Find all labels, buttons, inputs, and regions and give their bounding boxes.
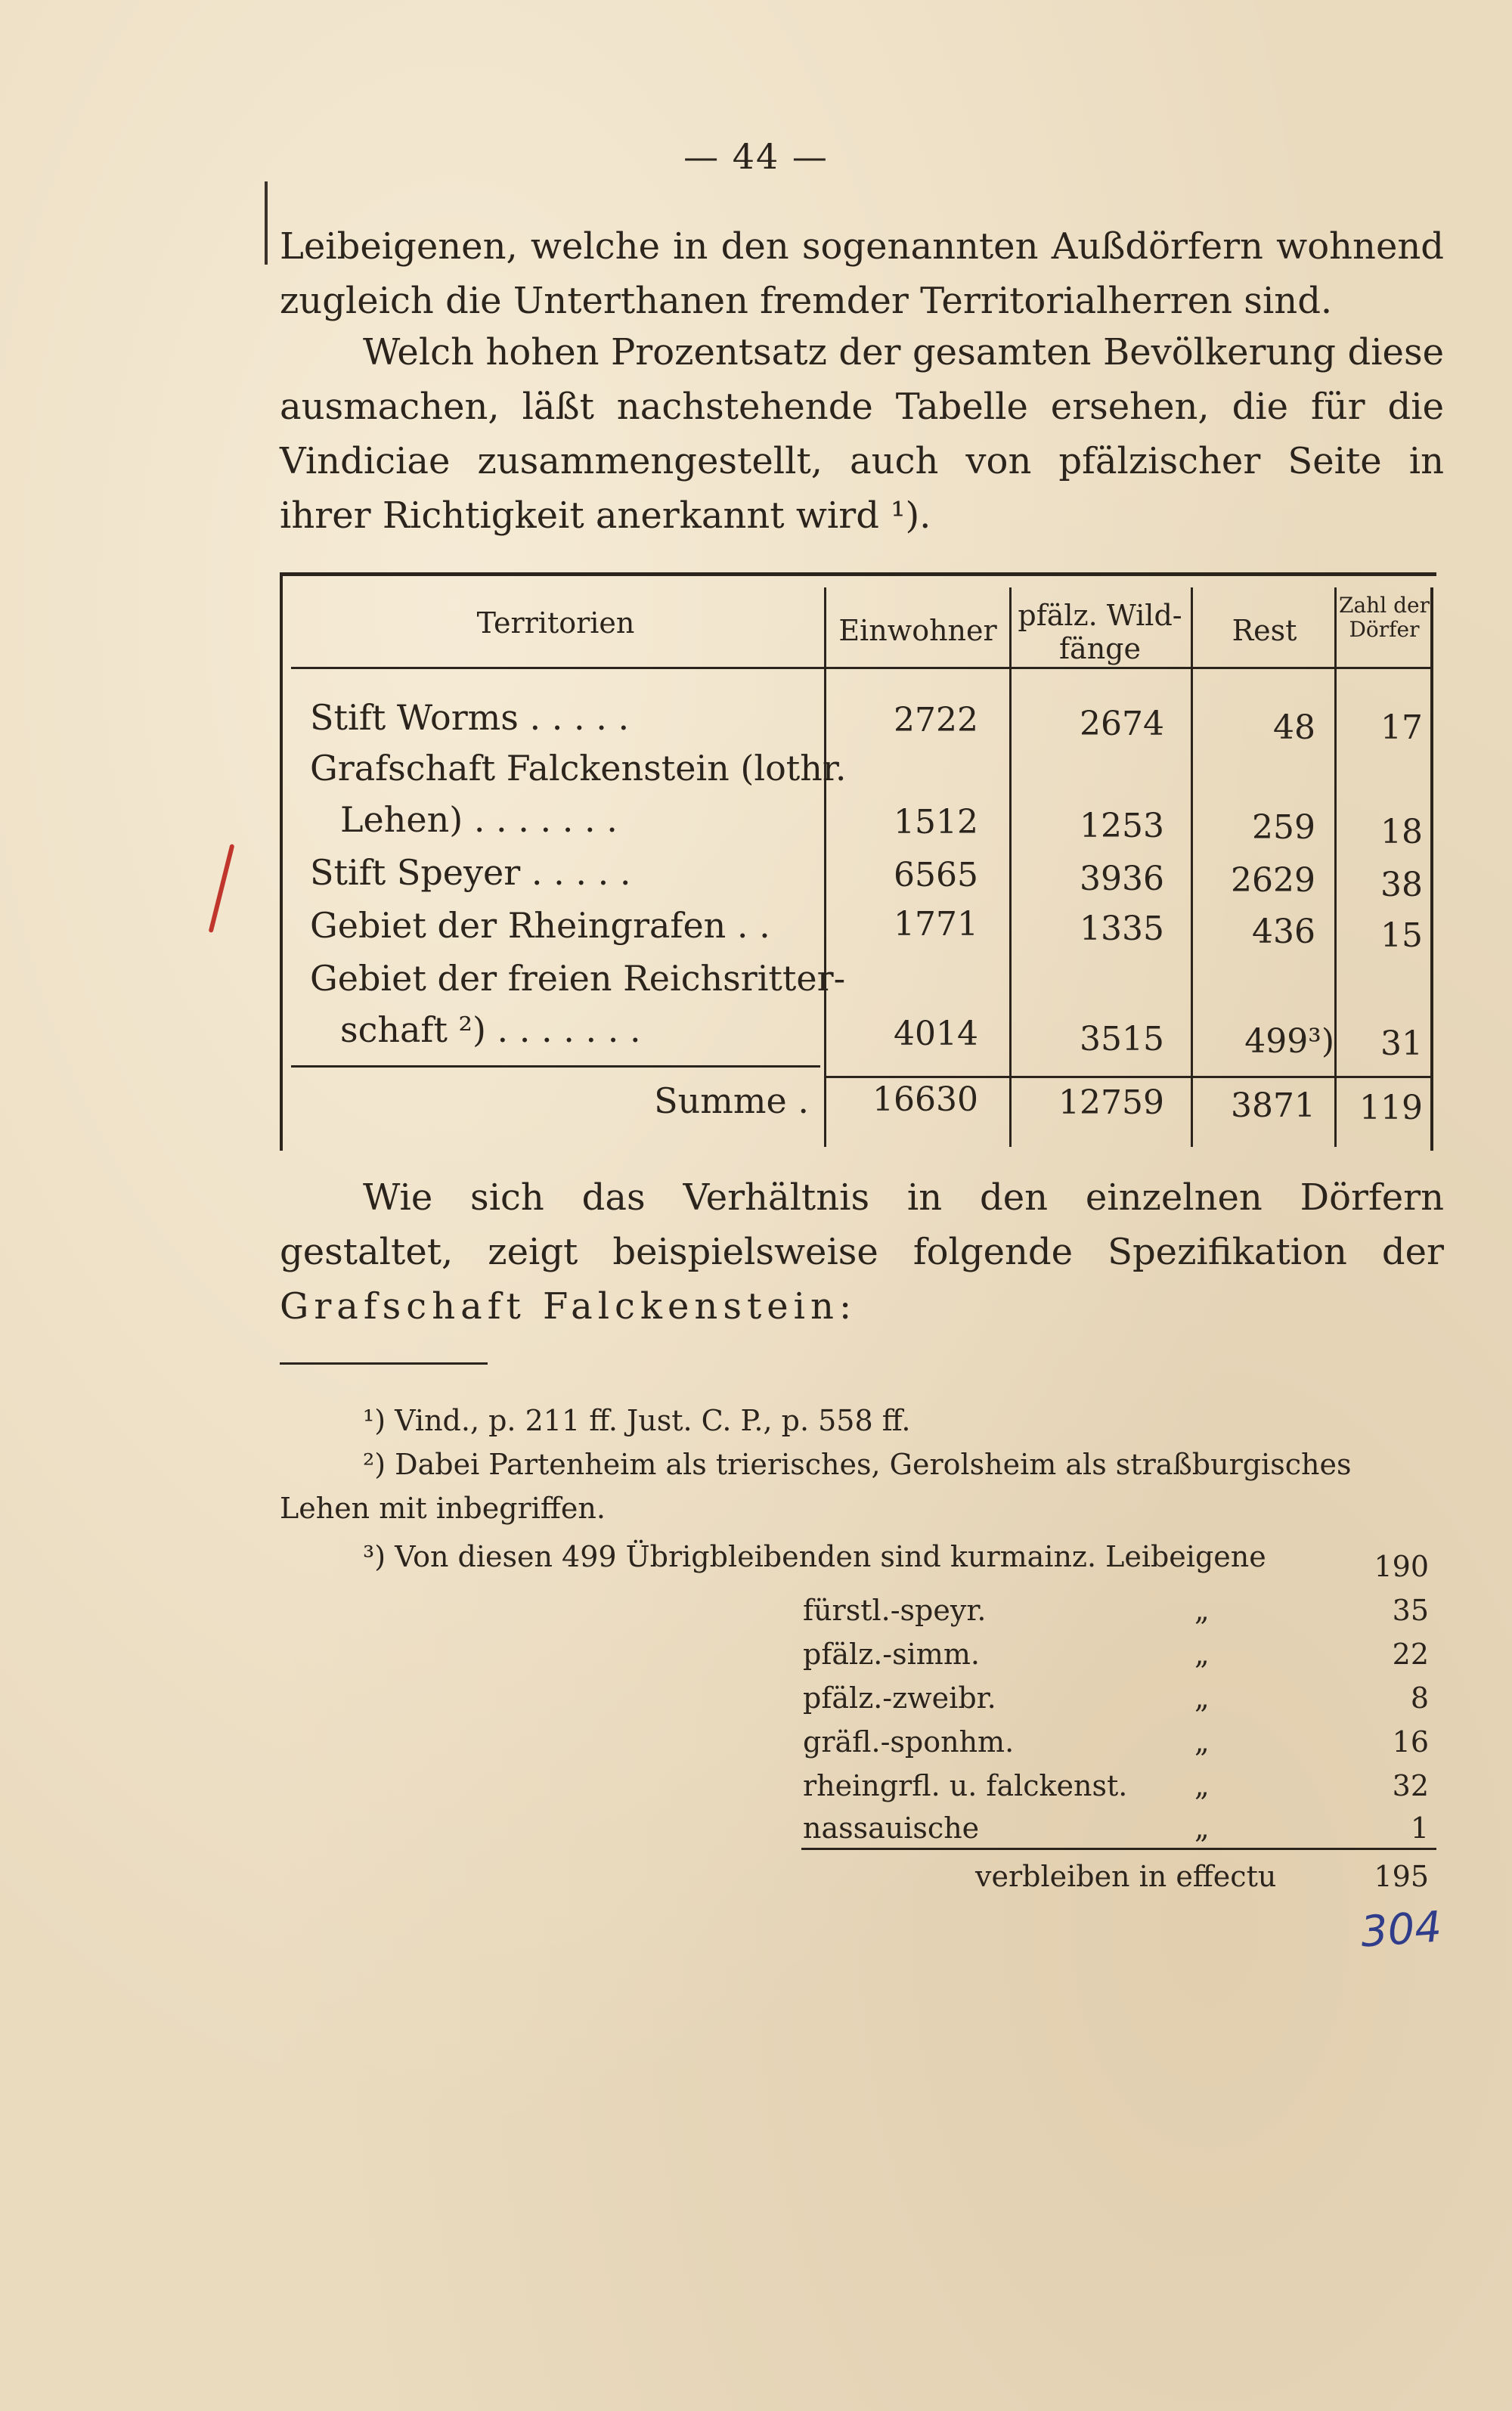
red-pencil-mark bbox=[209, 844, 235, 933]
header-wildfaenge: pfälz. Wild-fänge bbox=[1018, 599, 1182, 665]
summe-rule-values bbox=[824, 1076, 1433, 1078]
handwritten-note: 304 bbox=[1359, 1902, 1444, 1957]
cell-einwohner: 4014 bbox=[894, 1015, 978, 1053]
cell-rest: 499³) bbox=[1244, 1022, 1334, 1061]
ditto-mark: „ bbox=[1194, 1769, 1210, 1802]
header-territorien: Territorien bbox=[476, 606, 635, 640]
cell-einwohner: 2722 bbox=[894, 701, 978, 739]
margin-mark bbox=[265, 181, 268, 265]
cell-einwohner: 1771 bbox=[894, 905, 978, 944]
footnote-3-item-label: nassauische bbox=[803, 1811, 980, 1845]
summe-rule-label bbox=[291, 1065, 820, 1068]
table-left-rule bbox=[280, 572, 283, 1151]
footnote-3-item-value: 35 bbox=[1392, 1594, 1429, 1627]
population-table bbox=[280, 572, 1436, 1170]
header-einwohner: Einwohner bbox=[838, 614, 997, 647]
summe-label: Summe . bbox=[654, 1080, 809, 1121]
footnote-3-item-label: rheingrfl. u. falckenst. bbox=[803, 1769, 1128, 1802]
row-name: Stift Worms . . . . . bbox=[310, 697, 630, 738]
cell-rest: 436 bbox=[1252, 913, 1315, 951]
paragraph-3-emphasis: Grafschaft Falckenstein bbox=[280, 1285, 839, 1328]
footnote-3-first-value: 190 bbox=[1374, 1550, 1429, 1583]
footnote-3-total-value: 195 bbox=[1374, 1860, 1429, 1893]
cell-rest: 48 bbox=[1273, 708, 1315, 747]
ditto-mark: „ bbox=[1194, 1638, 1210, 1671]
footnote-rule bbox=[280, 1362, 488, 1365]
footnote-3-item-label: pfälz.-simm. bbox=[803, 1638, 980, 1671]
cell-rest: 259 bbox=[1252, 808, 1315, 847]
summe-rest: 3871 bbox=[1231, 1086, 1315, 1125]
page-number: — 44 — bbox=[683, 136, 829, 177]
table-right-rule bbox=[1430, 587, 1433, 1151]
cell-doerfer: 38 bbox=[1380, 866, 1423, 904]
row-name-continued: schaft ²) . . . . . . . bbox=[340, 1009, 641, 1050]
header-rest: Rest bbox=[1232, 614, 1297, 647]
header-rule bbox=[291, 667, 1433, 669]
summe-wildfaenge: 12759 bbox=[1058, 1083, 1164, 1122]
cell-doerfer: 15 bbox=[1380, 916, 1423, 955]
footnote-3-item-value: 1 bbox=[1410, 1811, 1429, 1845]
cell-doerfer: 17 bbox=[1380, 708, 1423, 747]
summe-doerfer: 119 bbox=[1359, 1089, 1423, 1127]
footnote-3-item-label: pfälz.-zweibr. bbox=[803, 1681, 996, 1715]
cell-wildfaenge: 3936 bbox=[1080, 860, 1164, 898]
paragraph-3-text: Wie sich das Verhältnis in den einzelnen Dörfern gestaltet, zeigt beispielsweise folgende Spezifikation der bbox=[280, 1176, 1444, 1273]
cell-wildfaenge: 1335 bbox=[1080, 910, 1164, 948]
row-name: Gebiet der freien Reichsritter- bbox=[310, 958, 846, 999]
footnote-3-item-label: gräfl.-sponhm. bbox=[803, 1725, 1015, 1759]
header-doerfer: Zahl der Dörfer bbox=[1339, 593, 1430, 642]
cell-wildfaenge: 3515 bbox=[1080, 1020, 1164, 1058]
footnote-3-sum-rule bbox=[801, 1848, 1436, 1850]
cell-wildfaenge: 2674 bbox=[1080, 705, 1164, 743]
cell-doerfer: 31 bbox=[1380, 1024, 1423, 1063]
cell-einwohner: 1512 bbox=[894, 803, 978, 841]
table-top-rule bbox=[280, 572, 1436, 576]
row-name: Grafschaft Falckenstein (lothr. bbox=[310, 748, 847, 789]
row-name: Gebiet der Rheingrafen . . bbox=[310, 905, 770, 946]
col-divider-2 bbox=[1009, 587, 1012, 1147]
footnote-3-item-label: fürstl.-speyr. bbox=[803, 1594, 987, 1627]
cell-wildfaenge: 1253 bbox=[1080, 807, 1164, 845]
col-divider-4 bbox=[1334, 587, 1337, 1147]
row-name-continued: Lehen) . . . . . . . bbox=[340, 799, 618, 840]
footnote-1: ¹) Vind., p. 211 ff. Just. C. P., p. 558 ff. bbox=[363, 1404, 911, 1437]
footnote-2: ²) Dabei Partenheim als trierisches, Gerolsheim als straßburgisches Lehen mit inbegriffen. bbox=[280, 1448, 1352, 1525]
ditto-mark: „ bbox=[1194, 1725, 1210, 1759]
footnote-3-total-label: verbleiben in effectu bbox=[975, 1860, 1277, 1893]
col-divider-3 bbox=[1191, 587, 1193, 1147]
footnote-3-item-value: 16 bbox=[1392, 1725, 1429, 1759]
cell-doerfer: 18 bbox=[1380, 813, 1423, 851]
paragraph-3-end: : bbox=[838, 1285, 852, 1328]
footnote-3-item-value: 8 bbox=[1410, 1681, 1429, 1715]
paragraph-1: Leibeigenen, welche in den sogenannten Außdörfern wohnend zugleich die Unterthanen fremder Territorialherren sind. bbox=[280, 225, 1444, 322]
row-name: Stift Speyer . . . . . bbox=[310, 852, 631, 893]
ditto-mark: „ bbox=[1194, 1811, 1210, 1845]
paragraph-3 bbox=[280, 1170, 1444, 1334]
footnote-3-item-value: 22 bbox=[1392, 1638, 1429, 1671]
ditto-mark: „ bbox=[1194, 1594, 1210, 1627]
footnote-3-item-value: 32 bbox=[1392, 1769, 1429, 1802]
ditto-mark: „ bbox=[1194, 1681, 1210, 1715]
col-divider-1 bbox=[824, 587, 826, 1147]
cell-rest: 2629 bbox=[1231, 861, 1315, 900]
footnote-3-intro: ³) Von diesen 499 Übrigbleibenden sind kurmainz. Leibeigene bbox=[363, 1540, 1266, 1573]
cell-einwohner: 6565 bbox=[894, 856, 978, 894]
summe-einwohner: 16630 bbox=[872, 1080, 978, 1119]
paragraph-2: Welch hohen Prozentsatz der gesamten Bevölkerung diese ausmachen, läßt nachstehende Tabelle ersehen, die für die Vindiciae zusammengestellt, auch von pfälzischer Seite in ihrer Richtigkeit anerkannt wird ¹). bbox=[280, 331, 1444, 537]
